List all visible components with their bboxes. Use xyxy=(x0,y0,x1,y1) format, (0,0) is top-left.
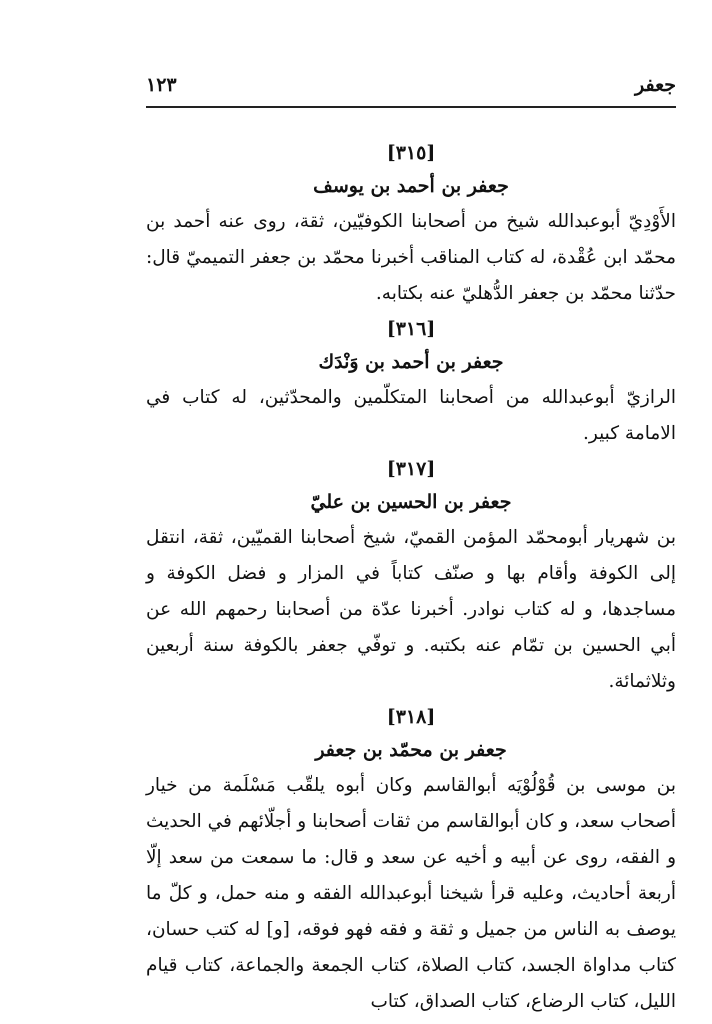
entry-316 xyxy=(146,314,676,452)
entry-317 xyxy=(146,454,676,700)
entry-number: [٣١٧] xyxy=(386,458,436,480)
page-number: ١٢٣ xyxy=(146,74,177,96)
entry-number: [٣١٨] xyxy=(386,706,436,728)
entry-title: جعفر بن محمّد بن جعفر xyxy=(315,739,507,761)
entry-number: [٣١٥] xyxy=(386,142,436,164)
running-head: جعفر xyxy=(634,74,676,96)
page-header xyxy=(146,74,676,104)
entry-number: [٣١٦] xyxy=(386,318,436,340)
entry-315 xyxy=(146,138,676,312)
header-rule xyxy=(146,106,676,108)
entry-318 xyxy=(146,702,676,1020)
entry-text: الرازيّ أبوعبدالله من أصحابنا المتكلّمين والمحدّثين، له كتاب في الامامة كبير. xyxy=(146,387,676,444)
page-body xyxy=(146,138,676,1020)
entry-text: الأَوْدِيّ أبوعبدالله شيخ من أصحابنا الكوفيّين، ثقة، روى عنه أحمد بن محمّد ابن عُقْدة، له كتاب المناقب أخبرنا محمّد بن جعفر التميميّ قال: حدّثنا محمّد بن جعفر الدُّهليّ عنه بكتابه. xyxy=(146,211,676,304)
entry-text: بن شهريار أبومحمّد المؤمن القميّ، شيخ أصحابنا القميّين، ثقة، انتقل إلى الكوفة وأقام بها و صنّف كتاباً في المزار و فضل الكوفة و مساجدها، و له كتاب نوادر. أخبرنا عدّة من أصحابنا رحمهم الله عن أبي الحسين بن تمّام عنه بكتبه. و توفّي جعفر بالكوفة سنة أربعين وثلاثمائة. xyxy=(146,527,676,692)
entry-title: جعفر بن أحمد بن وَنْدَك xyxy=(318,351,504,373)
entry-title: جعفر بن الحسين بن عليّ xyxy=(310,491,512,513)
entry-text: بن موسى بن قُوْلُوْيَه أبوالقاسم وكان أبوه يلقّب مَسْلَمة من خيار أصحاب سعد، و كان أبوالقاسم من ثقات أصحابنا و أجلّائهم في الحديث و الفقه، روى عن أبيه و أخيه عن سعد و قال: ما سمعت من سعد إلّا أربعة أحاديث، وعليه قرأ شيخنا أبوعبدالله الفقه و منه حمل، و كلّ ما يوصف به الناس من جميل و ثقة و فقه فهو فوقه، [و] له كتب حسان، كتاب مداواة الجسد، كتاب الصلاة، كتاب الجمعة والجماعة، كتاب قيام الليل، كتاب الرضاع، كتاب الصداق، كتاب xyxy=(146,775,676,1012)
entry-title: جعفر بن أحمد بن يوسف xyxy=(313,175,509,197)
